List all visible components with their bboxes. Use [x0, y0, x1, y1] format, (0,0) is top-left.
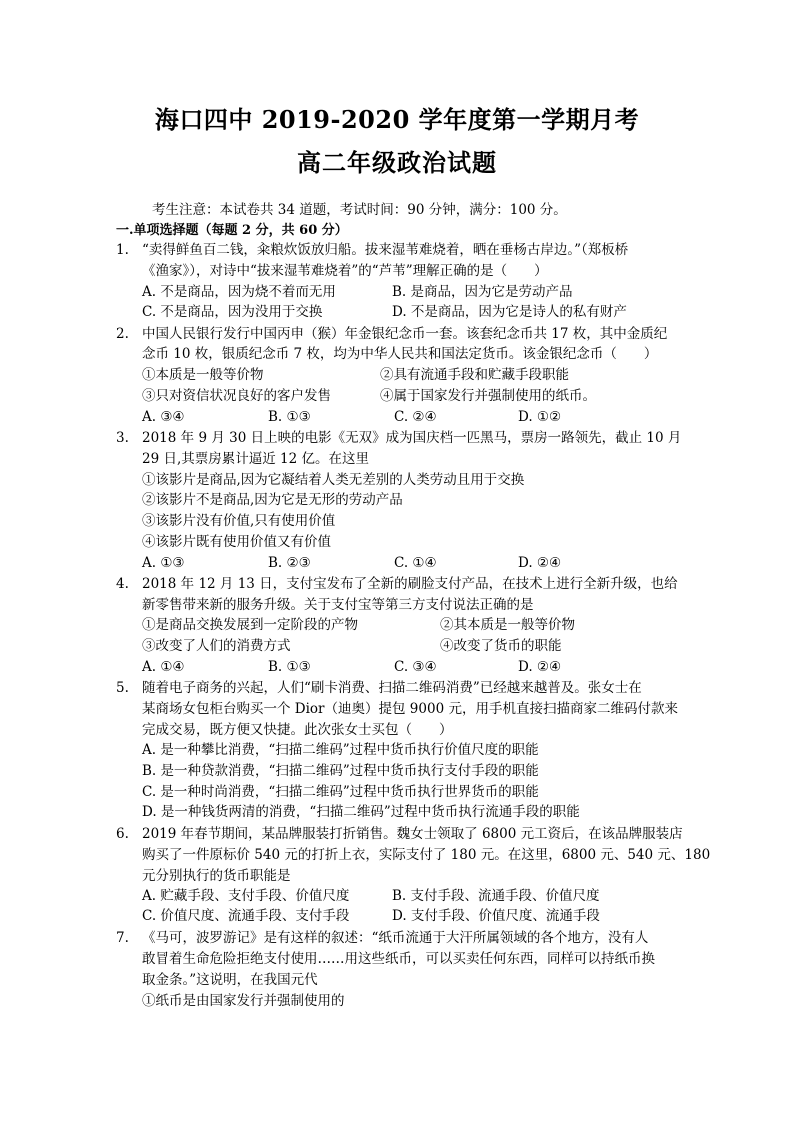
option-c: C. ①④ [394, 555, 437, 571]
statement-3: ③只对资信状况良好的客户发售 [142, 388, 331, 404]
option-c: C. 不是商品，因为没用于交换 [142, 304, 323, 320]
statement-1: ①本质是一般等价物 [142, 367, 264, 383]
question-stem-line: 念币 10 枚，银质纪念币 7 枚，均为中华人民共和国法定货币。该金银纪念币（ ） [142, 346, 658, 362]
statement-4: ④改变了货币的职能 [440, 638, 562, 654]
statement-4: ④属于国家发行并强制使用的纸币。 [380, 388, 596, 404]
option-b: B. 是商品，因为它是劳动产品 [392, 284, 573, 300]
question-stem-line: 《渔家》），对诗中“拔来湿苇难烧着”的“芦苇”理解正确的是（ ） [142, 263, 548, 279]
option-a: A. ①④ [142, 659, 185, 675]
option-a: A. 贮藏手段、支付手段、价值尺度 [142, 888, 350, 904]
question-number: 3. [116, 430, 129, 446]
option-d: D. 不是商品，因为它是诗人的私有财产 [392, 304, 627, 320]
question-number: 1. [116, 242, 129, 258]
option-c: C. ②④ [394, 409, 437, 425]
option-d: D. ①② [518, 409, 562, 425]
statement-1: ①该影片是商品,因为它凝结着人类无差别的人类劳动且用于交换 [142, 472, 525, 488]
question-stem-line: 《马可，波罗游记》是有这样的叙述：“纸币流通于大汗所属领域的各个地方，没有人 [142, 930, 649, 946]
statement-2: ②具有流通手段和贮藏手段职能 [380, 367, 569, 383]
statement-3: ③改变了人们的消费方式 [142, 638, 291, 654]
question-stem-line: 29 日,其票房累计逼近 12 亿。在这里 [142, 451, 370, 467]
question-number: 7. [116, 930, 129, 946]
question-stem-line: 2018 年 12 月 13 日，支付宝发布了全新的刷脸支付产品，在技术上进行全新升级，也给 [142, 576, 678, 592]
question-stem-line: 完成交易，既方便又快捷。此次张女士买包（ ） [142, 722, 453, 738]
question-stem-line: 取金条。”这说明，在我国元代 [142, 972, 318, 988]
section-heading: 一.单项选择题（每题 2 分，共 60 分） [116, 223, 348, 238]
option-c: C. 价值尺度、流通手段、支付手段 [142, 908, 350, 924]
option-c: C. 是一种时尚消费，“扫描二维码”过程中货币执行世界货币的职能 [142, 784, 539, 800]
statement-2: ②其本质是一般等价物 [440, 617, 575, 633]
option-c: C. ③④ [394, 659, 437, 675]
option-b: B. ①③ [268, 659, 311, 675]
question-stem-line: 元分别执行的货币职能是 [142, 868, 291, 884]
option-d: D. 支付手段、价值尺度、流通手段 [392, 908, 600, 924]
statement-3: ③该影片没有价值,只有使用价值 [142, 513, 336, 529]
question-number: 5. [116, 680, 129, 696]
option-b: B. 支付手段、流通手段、价值尺度 [392, 888, 600, 904]
exam-title: 海口四中 2019-2020 学年度第一学期月考 [154, 105, 640, 134]
option-a: A. 是一种攀比消费，“扫描二维码”过程中货币执行价值尺度的职能 [142, 742, 539, 758]
question-stem-line: 2019 年春节期间，某品牌服装打折销售。魏女士领取了 6800 元工资后，在该品牌服装店 [142, 826, 683, 842]
question-stem-line: 敢冒着生命危险拒绝支付使用……用这些纸币，可以买卖任何东西，同样可以持纸币换 [142, 951, 655, 967]
question-number: 6. [116, 826, 129, 842]
option-a: A. ③④ [142, 409, 185, 425]
question-number: 4. [116, 576, 129, 592]
question-stem-line: 新零售带来新的服务升级。关于支付宝等第三方支付说法正确的是 [142, 597, 534, 613]
exam-notice: 考生注意：本试卷共 34 道题，考试时间：90 分钟，满分：100 分。 [152, 202, 567, 218]
option-d: D. 是一种钱货两清的消费，“扫描二维码”过程中货币执行流通手段的职能 [142, 804, 580, 820]
question-stem-line: 某商场女包柜台购买一个 Dior（迪奥）提包 9000 元，用手机直接扫描商家二维码付款来 [142, 701, 678, 717]
question-stem-line: 随着电子商务的兴起，人们“刷卡消费、扫描二维码消费”已经越来越普及。张女士在 [142, 680, 642, 696]
option-d: D. ②④ [518, 659, 562, 675]
option-d: D. ②④ [518, 555, 562, 571]
option-b: B. ①③ [268, 409, 311, 425]
exam-subtitle: 高二年级政治试题 [297, 148, 497, 177]
question-stem-line: 购买了一件原标价 540 元的打折上衣，实际支付了 180 元。在这里，6800 元、540 元、180 [142, 847, 711, 863]
option-b: B. ②③ [268, 555, 311, 571]
statement-1: ①纸币是由国家发行并强制使用的 [142, 993, 345, 1009]
question-stem-line: “卖得鲜鱼百二钱，籴粮炊饭放归船。拔来湿苇难烧着，晒在垂杨古岸边。”（郑板桥 [142, 242, 629, 258]
option-a: A. ①③ [142, 555, 185, 571]
statement-2: ②该影片不是商品,因为它是无形的劳动产品 [142, 492, 403, 508]
question-stem-line: 中国人民银行发行中国丙申（猴）年金银纪念币一套。该套纪念币共 17 枚，其中金质纪 [142, 326, 668, 342]
question-number: 2. [116, 326, 129, 342]
statement-1: ①是商品交换发展到一定阶段的产物 [142, 617, 358, 633]
option-b: B. 是一种贷款消费，“扫描二维码”过程中货币执行支付手段的职能 [142, 763, 539, 779]
option-a: A. 不是商品，因为烧不着而无用 [142, 284, 336, 300]
question-stem-line: 2018 年 9 月 30 日上映的电影《无双》成为国庆档一匹黑马，票房一路领先，截止 10 月 [142, 430, 682, 446]
statement-4: ④该影片既有使用价值又有价值 [142, 534, 331, 550]
